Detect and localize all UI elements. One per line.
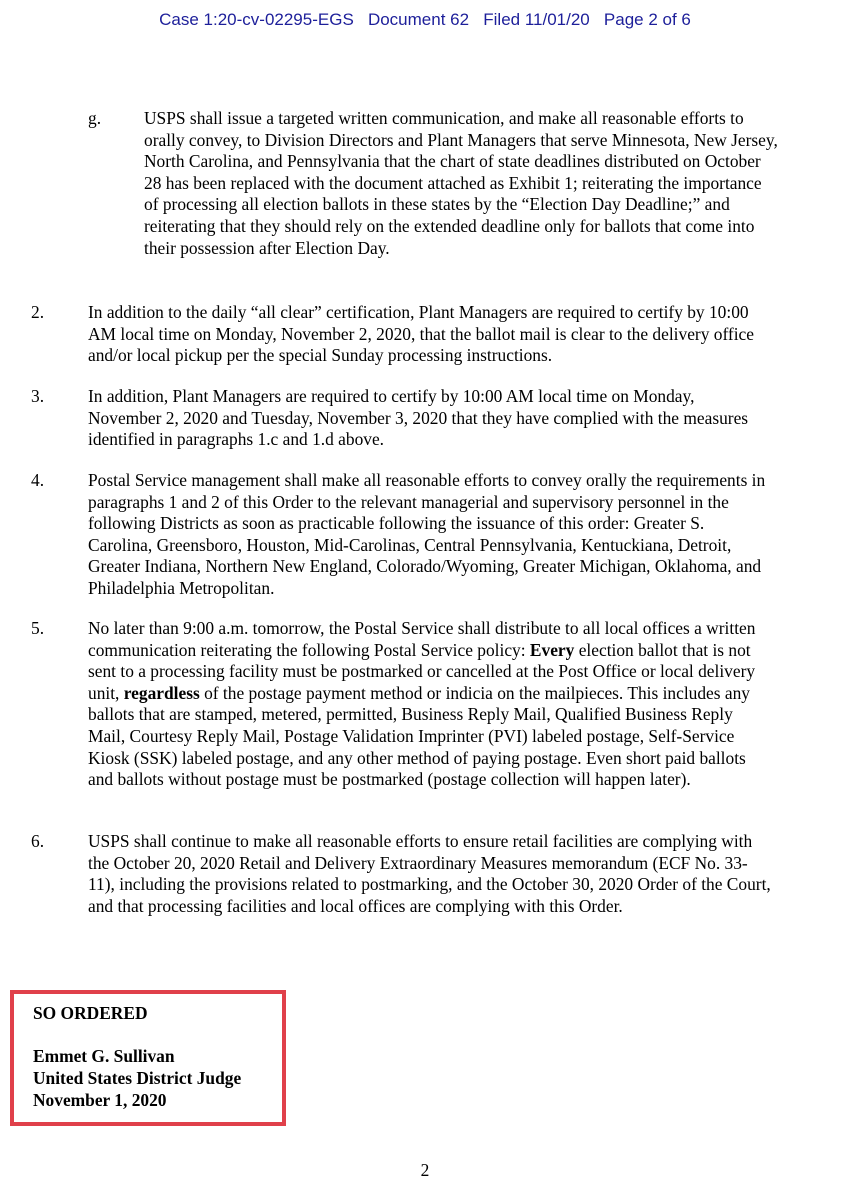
paragraph-text: Postal Service management shall make all reasonable efforts to convey orally the requirements in paragraphs 1 and 2 of this Order to the relevant managerial and supervisory personnel in the following Districts as soon as practicable following the issuance of this order: Greater S. Carolina, Greensboro, Houston, Mid-Carolinas, Central Pennsylvania, Kentuckiana, Detroit, Greater Indiana, Northern New England, Colorado/Wyoming, Greater Michigan, Oklahoma, and Philadelphia Metropolitan. [88,470,766,598]
signature-box [10,990,286,1126]
filed-date: Filed 11/01/20 [483,10,590,29]
judge-name: Emmet G. Sullivan [33,1046,175,1066]
paragraph-number: 6. [31,831,45,851]
order-date: November 1, 2020 [33,1090,167,1110]
subparagraph-g [88,108,778,259]
paragraph-number: 3. [31,386,45,406]
paragraph-4 [31,470,771,600]
paragraph-text: In addition to the daily “all clear” certification, Plant Managers are required to certify by 10:00 AM local time on Monday, November 2, 2020, that the ballot mail is clear to the delivery office and/or local pickup per the special Sunday processing instructions. [88,302,754,366]
paragraph-text: USPS shall continue to make all reasonable efforts to ensure retail facilities are complying with the October 20, 2020 Retail and Delivery Extraordinary Measures memorandum (ECF No. 33-11), including the provisions related to postmarking, and the October 30, 2020 Order of the Court, and that processing facilities and local offices are complying with this Order. [88,831,771,916]
paragraph-2 [31,302,771,367]
paragraph-number: 5. [31,618,45,638]
paragraph-6 [31,831,771,917]
case-number: Case 1:20-cv-02295-EGS [159,10,354,29]
paragraph-number: 4. [31,470,45,490]
paragraph-text-part: No later than 9:00 a.m. tomorrow, the Postal Service shall distribute to all local offices a written communication reiterating the following Postal Service policy: [88,618,756,660]
paragraph-text: In addition, Plant Managers are required to certify by 10:00 AM local time on Monday, November 2, 2020 and Tuesday, November 3, 2020 that they have complied with the measures identified in paragraphs 1.c and 1.d above. [88,386,749,450]
emphasis-every: Every [529,639,575,660]
emphasis-regardless: regardless [123,682,200,703]
paragraph-text-part: election ballot that is not sent to a processing facility must be postmarked or cancelled at the Post Office or local delivery unit, [88,639,756,703]
subparagraph-marker: g. [88,108,102,128]
so-ordered-label: SO ORDERED [33,1003,148,1023]
case-header [0,10,850,30]
subparagraph-text: USPS shall issue a targeted written communication, and make all reasonable efforts to orally convey, to Division Directors and Plant Managers that serve Minnesota, New Jersey, North Carolina, and Pennsylvania that the chart of state deadlines distributed on October 28 has been replaced with the document attached as Exhibit 1; reiterating the importance of processing all election ballots in these states by the “Election Day Deadline;” and reiterating that they should rely on the extended deadline only for ballots that come into their possession after Election Day. [144,108,778,258]
document-number: Document 62 [367,10,470,29]
paragraph-number: 2. [31,302,45,322]
page-indicator: Page 2 of 6 [603,10,691,29]
paragraph-5 [31,618,771,791]
judge-title: United States District Judge [33,1068,242,1088]
paragraph-3 [31,386,771,451]
paragraph-text-part: of the postage payment method or indicia on the mailpieces. This includes any ballots that are stamped, metered, permitted, Business Reply Mail, Qualified Business Reply Mail, Courtesy Reply Mail, Postage Validation Imprinter (PVI) labeled postage, Self-Service Kiosk (SSK) labeled postage, and any other method of paying postage. Even short paid ballots and ballots without postage must be postmarked (postage collection will happen later). [88,682,750,790]
paragraph-text [88,618,771,791]
page-number: 2 [420,1160,430,1180]
